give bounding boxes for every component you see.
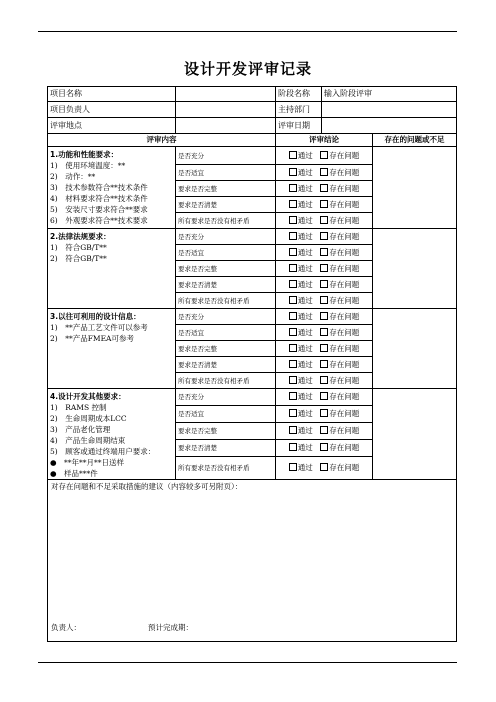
issue-checkbox[interactable] <box>320 216 328 224</box>
issues-field[interactable] <box>373 229 457 309</box>
section-item: 2) 生命周期成本LCC <box>50 414 127 423</box>
section-item: 1) **产品工艺文件可以参考 <box>50 323 148 332</box>
pass-checkbox[interactable] <box>289 463 297 471</box>
issue-label: 存在问题 <box>329 462 360 472</box>
section-item: 3) 技术参数符合**技术条件 <box>50 183 148 192</box>
sections-body <box>48 147 457 480</box>
bottom-rule <box>38 662 457 663</box>
section-title: 3.以往可利用的设计信息： <box>50 312 141 321</box>
issue-checkbox[interactable] <box>320 296 328 304</box>
conclusion-options <box>276 147 373 165</box>
date-label: 评审日期 <box>276 118 322 134</box>
section-item: ● **年**月**日送样 <box>50 458 125 467</box>
conclusion-options <box>276 293 373 309</box>
pass-checkbox[interactable] <box>289 200 297 208</box>
date-field[interactable] <box>322 118 457 134</box>
review-form <box>47 86 457 642</box>
section-requirements <box>48 229 176 309</box>
criterion-label: 要求是否清楚 <box>176 439 276 456</box>
project-lead-label: 项目负责人 <box>48 102 176 118</box>
project-lead-field[interactable] <box>176 102 276 118</box>
pass-label: 通过 <box>297 263 313 273</box>
planned-date-label: 预计完成期： <box>148 623 193 632</box>
criterion-label: 所有要求是否没有相矛盾 <box>176 293 276 309</box>
criterion-label: 是否适宜 <box>176 325 276 341</box>
pass-checkbox[interactable] <box>289 296 297 304</box>
conclusion-options <box>276 229 373 245</box>
section-item: 3) 产品老化管理 <box>50 425 111 434</box>
section-title: 4.设计开发其他要求： <box>50 392 126 401</box>
issue-checkbox[interactable] <box>320 151 328 159</box>
pass-checkbox[interactable] <box>289 184 297 192</box>
pass-checkbox[interactable] <box>289 344 297 352</box>
section-item: ● 样品***件 <box>50 469 98 478</box>
issue-checkbox[interactable] <box>320 200 328 208</box>
project-name-field[interactable] <box>176 87 276 102</box>
project-name-label: 项目名称 <box>48 87 176 102</box>
pass-label: 通过 <box>297 343 313 353</box>
conclusion-options <box>276 389 373 406</box>
issue-checkbox[interactable] <box>320 312 328 320</box>
pass-label: 通过 <box>297 391 313 401</box>
pass-label: 通过 <box>297 295 313 305</box>
issue-label: 存在问题 <box>329 215 360 225</box>
issue-label: 存在问题 <box>329 375 360 385</box>
pass-label: 通过 <box>297 327 313 337</box>
criterion-label: 是否适宜 <box>176 165 276 181</box>
pass-label: 通过 <box>297 183 313 193</box>
section-item: 6) 外观要求符合**技术要求 <box>50 216 148 225</box>
section-item: 1) 使用环境温度：** <box>50 161 126 170</box>
pass-checkbox[interactable] <box>289 280 297 288</box>
conclusion-options <box>276 422 373 439</box>
host-dept-field[interactable] <box>322 102 457 118</box>
pass-checkbox[interactable] <box>289 426 297 434</box>
section-item: 5) 安装尺寸要求符合**要求 <box>50 205 148 214</box>
section-item: 2) 符合GB/T** <box>50 254 107 263</box>
criterion-label: 所有要求是否没有相矛盾 <box>176 373 276 389</box>
issue-label: 存在问题 <box>329 167 360 177</box>
section-title: 2.法律法规要求： <box>50 232 111 241</box>
pass-label: 通过 <box>297 442 313 452</box>
issue-label: 存在问题 <box>329 247 360 257</box>
issue-checkbox[interactable] <box>320 280 328 288</box>
criterion-label: 要求是否完整 <box>176 341 276 357</box>
section-title: 1.功能和性能要求： <box>50 150 119 159</box>
pass-checkbox[interactable] <box>289 151 297 159</box>
criterion-label: 要求是否完整 <box>176 181 276 197</box>
stage-name-value[interactable]: 输入阶段评审 <box>322 87 457 102</box>
pass-label: 通过 <box>297 167 313 177</box>
pass-label: 通过 <box>297 408 313 418</box>
section-requirements <box>48 389 176 480</box>
page-title: 设计开发评审记录 <box>183 60 312 78</box>
pass-checkbox[interactable] <box>289 232 297 240</box>
conclusion-options <box>276 197 373 213</box>
conclusion-options <box>276 439 373 456</box>
issue-label: 存在问题 <box>329 343 360 353</box>
pass-label: 通过 <box>297 425 313 435</box>
issue-label: 存在问题 <box>329 199 360 209</box>
conclusion-options <box>276 325 373 341</box>
pass-label: 通过 <box>297 215 313 225</box>
pass-checkbox[interactable] <box>289 312 297 320</box>
conclusion-options <box>276 373 373 389</box>
section-item: 2) 动作：** <box>50 172 96 181</box>
header-content: 评审内容 <box>48 134 276 147</box>
criterion-label: 是否充分 <box>176 147 276 165</box>
location-field[interactable] <box>176 118 276 134</box>
issue-checkbox[interactable] <box>320 168 328 176</box>
issue-label: 存在问题 <box>329 359 360 369</box>
pass-label: 通过 <box>297 311 313 321</box>
host-dept-label: 主持部门 <box>276 102 322 118</box>
pass-label: 通过 <box>297 231 313 241</box>
top-rule <box>38 31 457 32</box>
pass-checkbox[interactable] <box>289 392 297 400</box>
issue-label: 存在问题 <box>329 391 360 401</box>
criterion-label: 是否适宜 <box>176 405 276 422</box>
criterion-label: 要求是否清楚 <box>176 197 276 213</box>
pass-checkbox[interactable] <box>289 376 297 384</box>
conclusion-options <box>276 181 373 197</box>
issues-field[interactable] <box>373 389 457 480</box>
issue-label: 存在问题 <box>329 150 360 160</box>
issue-checkbox[interactable] <box>320 328 328 336</box>
pass-label: 通过 <box>297 462 313 472</box>
location-label: 评审地点 <box>48 118 176 134</box>
issues-field[interactable] <box>373 147 457 229</box>
issue-checkbox[interactable] <box>320 463 328 471</box>
issue-label: 存在问题 <box>329 295 360 305</box>
issue-checkbox[interactable] <box>320 360 328 368</box>
pass-checkbox[interactable] <box>289 328 297 336</box>
criterion-label: 所有要求是否没有相矛盾 <box>176 213 276 229</box>
stage-name-label: 阶段名称 <box>276 87 322 102</box>
conclusion-options <box>276 213 373 229</box>
issue-checkbox[interactable] <box>320 232 328 240</box>
suggestion-label: 对存在问题和不足采取措施的建议（内容较多可另附页）： <box>51 482 243 491</box>
issue-checkbox[interactable] <box>320 184 328 192</box>
conclusion-options <box>276 357 373 373</box>
criterion-label: 要求是否清楚 <box>176 357 276 373</box>
conclusion-options <box>276 261 373 277</box>
section-item: 1) 符合GB/T** <box>50 243 107 252</box>
pass-label: 通过 <box>297 359 313 369</box>
issue-checkbox[interactable] <box>320 409 328 417</box>
issue-checkbox[interactable] <box>320 376 328 384</box>
pass-checkbox[interactable] <box>289 216 297 224</box>
issues-field[interactable] <box>373 309 457 389</box>
issue-checkbox[interactable] <box>320 344 328 352</box>
section-item: 5) 顾客或通过终端用户要求： <box>50 447 156 456</box>
conclusion-options <box>276 277 373 293</box>
section-item: 4) 产品生命周期结束 <box>50 436 126 445</box>
issue-checkbox[interactable] <box>320 248 328 256</box>
responsible-label: 负责人： <box>51 623 81 632</box>
issue-label: 存在问题 <box>329 408 360 418</box>
header-conclusion: 评审结论 <box>276 134 373 147</box>
pass-label: 通过 <box>297 247 313 257</box>
conclusion-options <box>276 341 373 357</box>
issue-label: 存在问题 <box>329 183 360 193</box>
conclusion-options <box>276 309 373 325</box>
conclusion-options <box>276 245 373 261</box>
criterion-label: 是否充分 <box>176 229 276 245</box>
section-item: 4) 材料要求符合**技术条件 <box>50 194 148 203</box>
issue-label: 存在问题 <box>329 231 360 241</box>
pass-label: 通过 <box>297 150 313 160</box>
conclusion-options <box>276 165 373 181</box>
issue-checkbox[interactable] <box>320 443 328 451</box>
pass-checkbox[interactable] <box>289 443 297 451</box>
criterion-label: 要求是否完整 <box>176 422 276 439</box>
issue-label: 存在问题 <box>329 327 360 337</box>
issue-label: 存在问题 <box>329 279 360 289</box>
issue-checkbox[interactable] <box>320 392 328 400</box>
conclusion-options <box>276 405 373 422</box>
issue-label: 存在问题 <box>329 442 360 452</box>
criterion-label: 是否充分 <box>176 309 276 325</box>
pass-checkbox[interactable] <box>289 264 297 272</box>
criterion-label: 要求是否清楚 <box>176 277 276 293</box>
suggestion-cell[interactable] <box>48 480 457 642</box>
criterion-label: 是否充分 <box>176 389 276 406</box>
pass-label: 通过 <box>297 375 313 385</box>
pass-checkbox[interactable] <box>289 168 297 176</box>
issue-checkbox[interactable] <box>320 426 328 434</box>
criterion-label: 所有要求是否没有相矛盾 <box>176 456 276 479</box>
pass-checkbox[interactable] <box>289 248 297 256</box>
issue-label: 存在问题 <box>329 425 360 435</box>
issue-checkbox[interactable] <box>320 264 328 272</box>
issue-label: 存在问题 <box>329 311 360 321</box>
criterion-label: 是否适宜 <box>176 245 276 261</box>
pass-label: 通过 <box>297 199 313 209</box>
pass-checkbox[interactable] <box>289 360 297 368</box>
criterion-label: 要求是否完整 <box>176 261 276 277</box>
pass-label: 通过 <box>297 279 313 289</box>
issue-label: 存在问题 <box>329 263 360 273</box>
header-issues: 存在的问题或不足 <box>373 134 457 147</box>
section-item: 1) RAMS 控制 <box>50 403 107 412</box>
conclusion-options <box>276 456 373 479</box>
section-requirements <box>48 309 176 389</box>
pass-checkbox[interactable] <box>289 409 297 417</box>
section-item: 2) **产品FMEA可参考 <box>50 334 134 343</box>
section-requirements <box>48 147 176 229</box>
